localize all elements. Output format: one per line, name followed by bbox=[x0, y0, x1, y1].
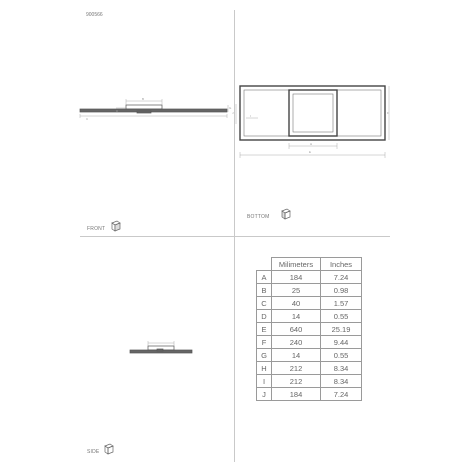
table-header-row bbox=[257, 258, 362, 271]
side-view-drawing bbox=[126, 340, 196, 360]
svg-text:C: C bbox=[86, 117, 89, 121]
table-row bbox=[257, 336, 362, 349]
millimeters-header: Milimeters bbox=[272, 258, 321, 271]
row-inches: 25.19 bbox=[321, 323, 362, 336]
side-cube-icon bbox=[102, 443, 114, 455]
row-letter: F bbox=[257, 336, 272, 349]
inches-header: Inches bbox=[321, 258, 362, 271]
row-inches: 7.24 bbox=[321, 388, 362, 401]
row-letter: A bbox=[257, 271, 272, 284]
row-inches: 9.44 bbox=[321, 336, 362, 349]
table-row bbox=[257, 375, 362, 388]
row-inches: 7.24 bbox=[321, 271, 362, 284]
svg-text:B: B bbox=[142, 97, 145, 101]
dimensions-table bbox=[256, 257, 362, 401]
table-corner bbox=[257, 258, 272, 271]
table-row bbox=[257, 362, 362, 375]
svg-text:D: D bbox=[116, 109, 119, 113]
bottom-cube-icon bbox=[279, 208, 291, 220]
table-row bbox=[257, 310, 362, 323]
front-view-drawing bbox=[76, 90, 231, 130]
row-mm: 212 bbox=[272, 362, 321, 375]
table-row bbox=[257, 271, 362, 284]
row-mm: 40 bbox=[272, 297, 321, 310]
side-label: SIDE bbox=[87, 449, 100, 455]
bottom-view-drawing bbox=[232, 78, 392, 168]
table-row bbox=[257, 297, 362, 310]
horizontal-divider bbox=[80, 236, 390, 237]
dimensions-table-body bbox=[257, 271, 362, 401]
row-inches: 8.34 bbox=[321, 362, 362, 375]
document-id: 900566 bbox=[86, 12, 103, 18]
row-mm: 640 bbox=[272, 323, 321, 336]
row-letter: J bbox=[257, 388, 272, 401]
bottom-label: BOTTOM bbox=[247, 214, 270, 220]
svg-text:E: E bbox=[309, 150, 312, 154]
row-mm: 212 bbox=[272, 375, 321, 388]
table-row bbox=[257, 349, 362, 362]
row-mm: 25 bbox=[272, 284, 321, 297]
row-letter: C bbox=[257, 297, 272, 310]
row-letter: G bbox=[257, 349, 272, 362]
row-mm: 14 bbox=[272, 310, 321, 323]
row-mm: 14 bbox=[272, 349, 321, 362]
row-letter: I bbox=[257, 375, 272, 388]
row-letter: D bbox=[257, 310, 272, 323]
table-row bbox=[257, 284, 362, 297]
svg-text:J: J bbox=[232, 111, 234, 115]
row-inches: 0.55 bbox=[321, 310, 362, 323]
row-inches: 1.57 bbox=[321, 297, 362, 310]
row-inches: 0.55 bbox=[321, 349, 362, 362]
row-inches: 8.34 bbox=[321, 375, 362, 388]
row-inches: 0.98 bbox=[321, 284, 362, 297]
svg-text:I: I bbox=[250, 114, 251, 118]
svg-text:G: G bbox=[229, 106, 232, 110]
row-mm: 184 bbox=[272, 388, 321, 401]
row-letter: H bbox=[257, 362, 272, 375]
front-label: FRONT bbox=[87, 226, 106, 232]
table-row bbox=[257, 388, 362, 401]
row-mm: 240 bbox=[272, 336, 321, 349]
svg-text:H: H bbox=[310, 142, 313, 146]
table-row bbox=[257, 323, 362, 336]
row-letter: B bbox=[257, 284, 272, 297]
svg-text:F: F bbox=[387, 111, 389, 115]
row-mm: 184 bbox=[272, 271, 321, 284]
front-cube-icon bbox=[109, 220, 121, 232]
row-letter: E bbox=[257, 323, 272, 336]
